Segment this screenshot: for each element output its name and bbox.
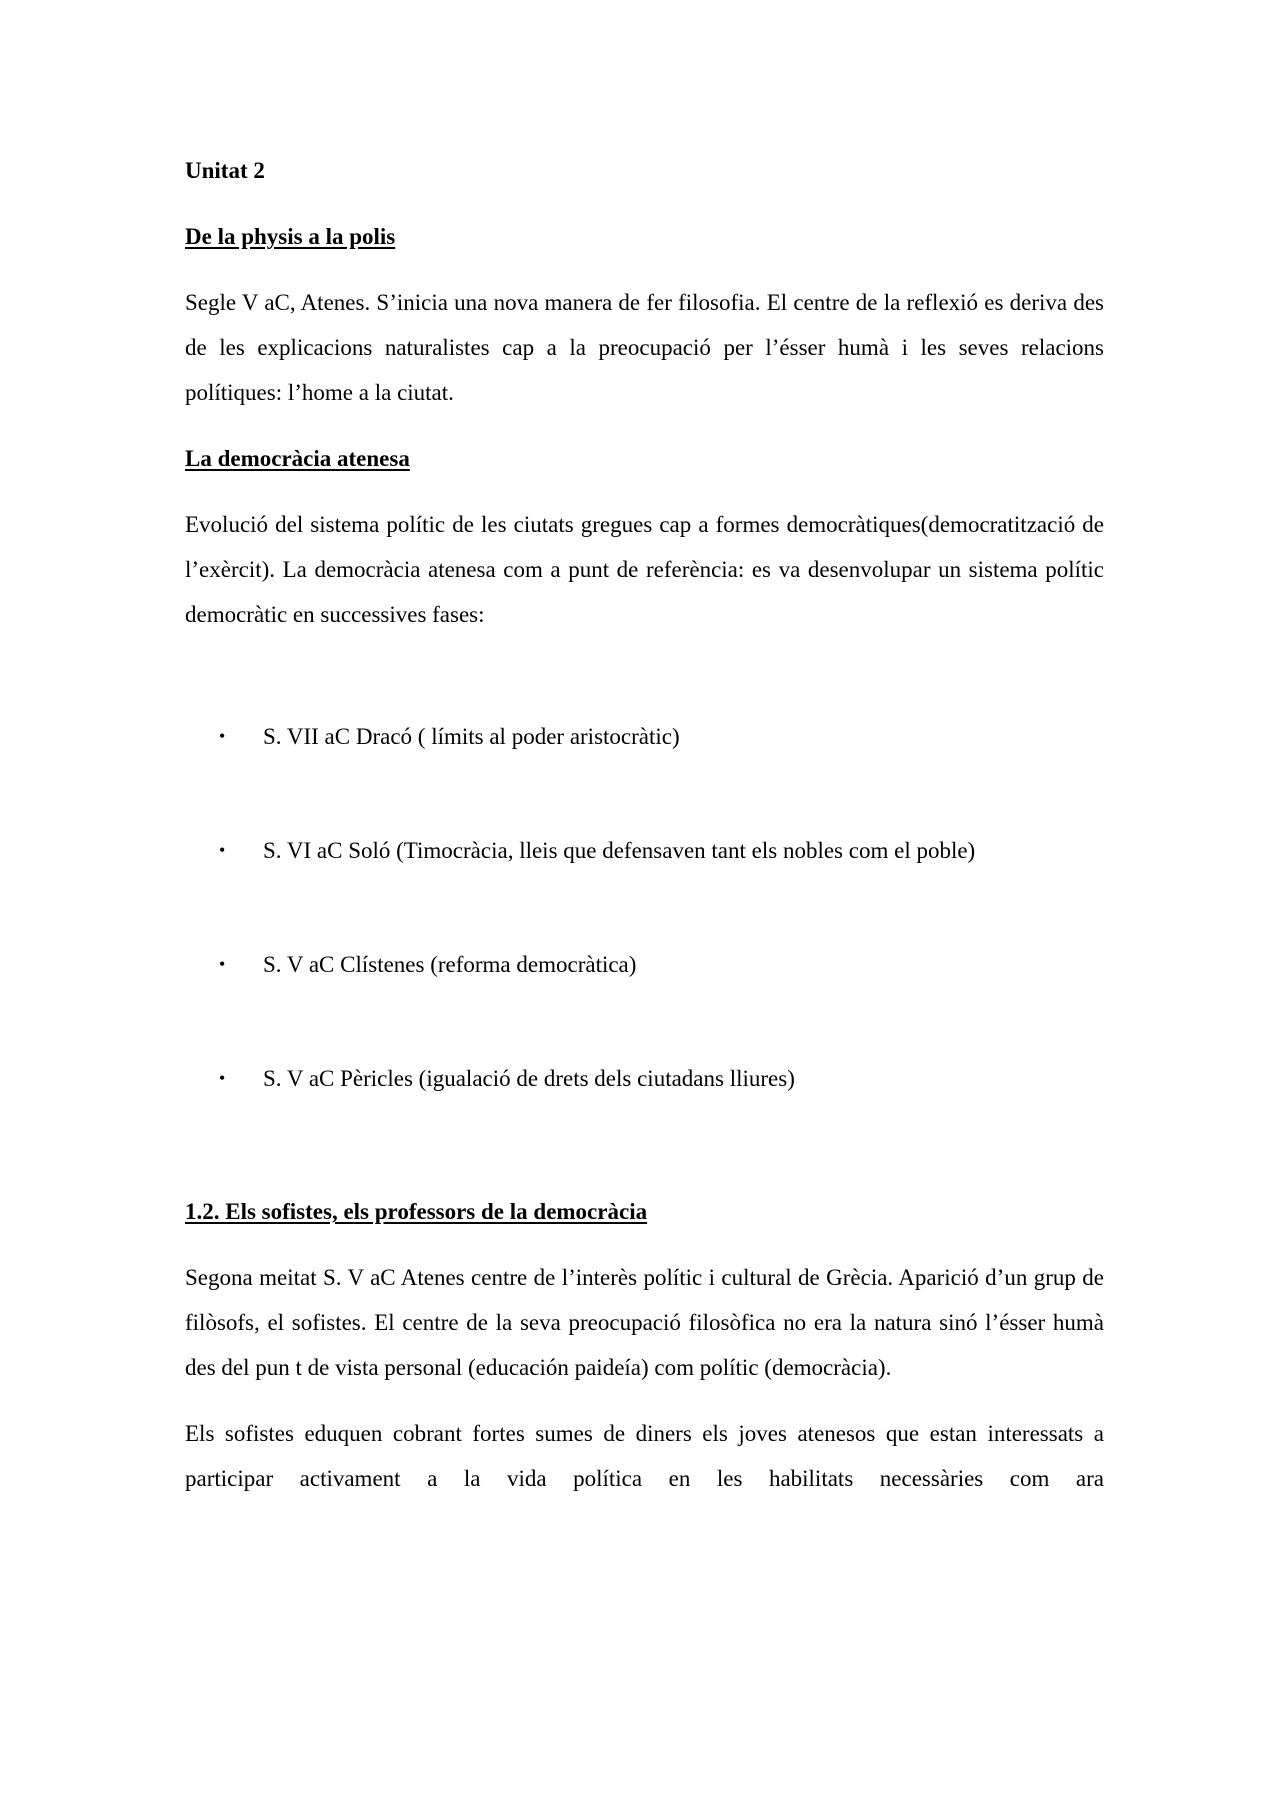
paragraph-physis-polis: Segle V aC, Atenes. S’inicia una nova manera de fer filosofia. El centre de la reflexió es deriva des de les explicacions naturalistes cap a la preocupació per l’ésser humà i les seves relacions polítiques: l’home a la ciutat. — [185, 290, 1104, 405]
list-item — [185, 942, 1104, 987]
paragraph-democracia-atenesa: Evolució del sistema polític de les ciutats gregues cap a formes democràtiques(democratització de l’exèrcit). La democràcia atenesa com a punt de referència: es va desenvolupar un sistema polític democràtic en successives fases: — [185, 512, 1104, 627]
list-item-text: S. V aC Clístenes (reforma democràtica) — [263, 952, 637, 977]
section-heading-physis-polis: De la physis a la polis — [185, 224, 396, 249]
list-item-text: S. VII aC Dracó ( límits al poder aristocràtic) — [263, 724, 680, 749]
section-heading-sofistes: 1.2. Els sofistes, els professors de la democràcia — [185, 1199, 648, 1224]
list-item — [185, 1056, 1104, 1101]
list-item — [185, 828, 1104, 873]
bullet-icon: • — [219, 840, 226, 860]
bullet-icon: • — [219, 1068, 226, 1088]
paragraph-sofistes-2: Els sofistes eduquen cobrant fortes sumes de diners els joves atenesos que estan interessats a participar activament a la vida política en les habilitats necessàries com ara — [185, 1421, 1104, 1491]
list-item — [185, 714, 1104, 759]
document-page — [185, 148, 1104, 1522]
bullet-icon: • — [219, 954, 226, 974]
list-item-text: S. VI aC Soló (Timocràcia, lleis que defensaven tant els nobles com el poble) — [263, 838, 976, 863]
unit-title: Unitat 2 — [185, 158, 265, 183]
section-heading-democracia-atenesa: La democràcia atenesa — [185, 446, 410, 471]
phases-bullet-list — [185, 714, 1104, 1101]
list-item-text: S. V aC Pèricles (igualació de drets dels ciutadans lliures) — [263, 1066, 795, 1091]
paragraph-sofistes-1: Segona meitat S. V aC Atenes centre de l’interès polític i cultural de Grècia. Aparició d’un grup de filòsofs, el sofistes. El centre de la seva preocupació filosòfica no era la natura sinó l’ésser humà des del pun t de vista personal (educación paideía) com polític (democràcia). — [185, 1265, 1104, 1380]
bullet-icon: • — [219, 726, 226, 746]
